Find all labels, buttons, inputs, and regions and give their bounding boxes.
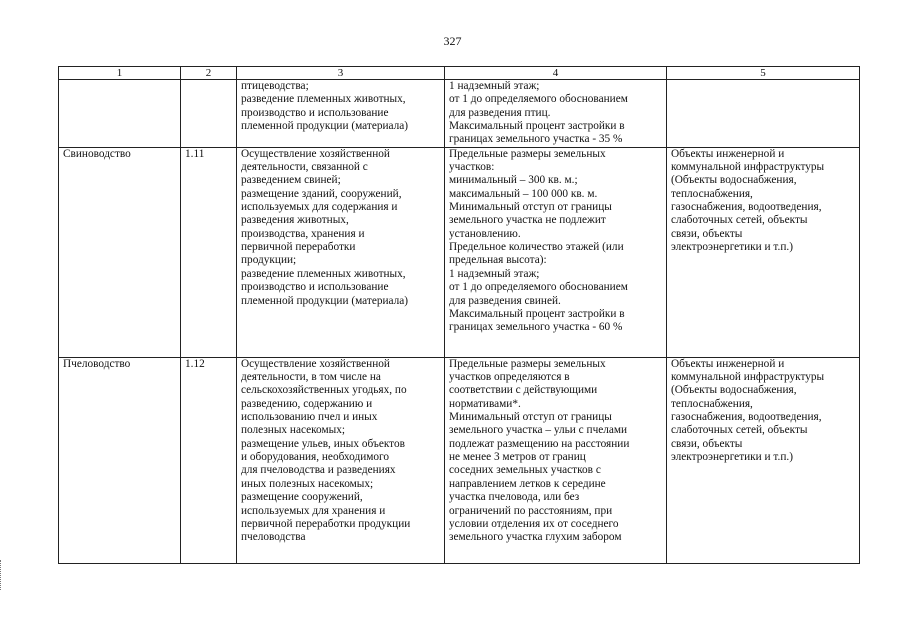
cell-line: деятельности, в том числе на xyxy=(241,371,381,384)
activity-code-cell: 1.12 xyxy=(181,357,237,563)
cell-line: и оборудования, необходимого xyxy=(241,451,390,464)
cell-line: Максимальный процент застройки в xyxy=(449,120,625,133)
activity-description-cell xyxy=(237,357,445,563)
zoning-table xyxy=(58,66,860,564)
cell-line: используемых для содержания и xyxy=(241,201,398,214)
cell-line: племенной продукции (материала) xyxy=(241,294,409,307)
cell-line: 1 надземный этаж; xyxy=(449,80,540,92)
page-number: 327 xyxy=(443,34,462,48)
cell-line: соседних земельных участков с xyxy=(449,464,601,477)
cell-line: размещение сооружений, xyxy=(241,491,363,504)
cell-line: условии отделения их от соседнего xyxy=(449,517,619,530)
cell-line: направлением летков к середине xyxy=(449,477,606,490)
cell-line: минимальный – 300 кв. м.; xyxy=(449,174,578,187)
cell-line: продукции; xyxy=(241,254,297,267)
cell-line: участков определяются в xyxy=(449,371,570,384)
cell-line: Минимальный отступ от границы xyxy=(449,201,612,214)
cell-line: земельного участка – ульи с пчелами xyxy=(449,424,628,437)
cell-line: связи, объекты xyxy=(671,437,743,450)
cell-line: сельскохозяйственных угодьях, по xyxy=(241,384,407,397)
cell-line: иных полезных насекомых; xyxy=(241,477,374,490)
activity-description-cell xyxy=(237,80,445,148)
parameters-cell xyxy=(445,80,667,148)
cell-line: первичной переработки xyxy=(241,241,356,254)
auxiliary-uses-cell xyxy=(667,357,860,563)
cell-line: (Объекты водоснабжения, xyxy=(671,384,797,397)
cell-line: границах земельного участка - 60 % xyxy=(449,321,623,334)
cell-line: племенной продукции (материала) xyxy=(241,120,409,133)
cell-line: установлению. xyxy=(449,227,521,240)
cell-line: размещение зданий, сооружений, xyxy=(241,187,402,200)
cell-line: производства, хранения и xyxy=(241,227,365,240)
cell-line: разведение племенных животных, xyxy=(241,93,406,106)
margin-marks xyxy=(0,560,4,590)
cell-line: используемых для хранения и xyxy=(241,504,386,517)
cell-line: разведению, содержанию и xyxy=(241,397,373,410)
cell-line: Минимальный отступ от границы xyxy=(449,411,612,424)
cell-line: предельная высота): xyxy=(449,254,547,267)
cell-line: производство и использование xyxy=(241,106,389,119)
activity-description-cell xyxy=(237,147,445,357)
activity-name-cell: Пчеловодство xyxy=(59,357,181,563)
cell-line: ограничений по расстояниям, при xyxy=(449,504,613,517)
cell-line: пчеловодства xyxy=(241,531,306,544)
cell-line: связи, объекты xyxy=(671,227,743,240)
cell-line: не менее 3 метров от границ xyxy=(449,451,586,464)
cell-line: деятельности, связанной с xyxy=(241,161,368,174)
activity-name-cell: Свиноводство xyxy=(59,147,181,357)
cell-line: 1 надземный этаж; xyxy=(449,267,540,280)
cell-line: от 1 до определяемого обоснованием xyxy=(449,93,628,106)
cell-line: полезных насекомых; xyxy=(241,424,346,437)
parameters-cell xyxy=(445,147,667,357)
cell-line: для пчеловодства и разведениях xyxy=(241,464,396,477)
cell-line: для разведения свиней. xyxy=(449,294,561,307)
cell-line: электроэнергетики и т.п.) xyxy=(671,451,793,464)
cell-line: Объекты инженерной и xyxy=(671,357,785,370)
cell-line: нормативами*. xyxy=(449,397,521,410)
cell-line: газоснабжения, водоотведения, xyxy=(671,201,822,214)
cell-line: размещение ульев, иных объектов xyxy=(241,437,405,450)
cell-line: Предельные размеры земельных xyxy=(449,147,606,160)
activity-code-cell: 1.11 xyxy=(181,147,237,357)
cell-line: участка пчеловода, или без xyxy=(449,491,580,504)
auxiliary-uses-cell xyxy=(667,147,860,357)
cell-line: для разведения птиц. xyxy=(449,106,551,119)
cell-line: первичной переработки продукции xyxy=(241,517,411,530)
auxiliary-uses-cell xyxy=(667,80,860,148)
cell-line: теплоснабжения, xyxy=(671,397,753,410)
cell-line: газоснабжения, водоотведения, xyxy=(671,411,822,424)
column-header: 2 xyxy=(181,67,237,80)
table-row xyxy=(59,357,860,563)
column-header: 3 xyxy=(237,67,445,80)
cell-line: птицеводства; xyxy=(241,80,309,92)
cell-line: соответствии с действующими xyxy=(449,384,598,397)
cell-line: земельного участка не подлежит xyxy=(449,214,606,227)
cell-line: производство и использование xyxy=(241,281,389,294)
cell-line: Объекты инженерной и xyxy=(671,147,785,160)
column-header: 1 xyxy=(59,67,181,80)
cell-line: разведением свиней; xyxy=(241,174,341,187)
cell-line: от 1 до определяемого обоснованием xyxy=(449,281,628,294)
cell-line: использованию пчел и иных xyxy=(241,411,378,424)
activity-name-cell xyxy=(59,80,181,148)
parameters-cell xyxy=(445,357,667,563)
cell-line: Осуществление хозяйственной xyxy=(241,357,390,370)
activity-code-cell xyxy=(181,80,237,148)
table-row xyxy=(59,80,860,148)
cell-line: электроэнергетики и т.п.) xyxy=(671,241,793,254)
cell-line: Предельное количество этажей (или xyxy=(449,241,624,254)
cell-line: максимальный – 100 000 кв. м. xyxy=(449,187,598,200)
cell-line: теплоснабжения, xyxy=(671,187,753,200)
cell-line: коммунальной инфраструктуры xyxy=(671,161,825,174)
cell-line: слаботочных сетей, объекты xyxy=(671,214,808,227)
cell-line: разведение племенных животных, xyxy=(241,267,406,280)
cell-line: земельного участка глухим забором xyxy=(449,531,622,544)
cell-line: участков: xyxy=(449,161,495,174)
cell-line: разведения животных, xyxy=(241,214,349,227)
column-header: 4 xyxy=(445,67,667,80)
cell-line: Максимальный процент застройки в xyxy=(449,307,625,320)
table-row xyxy=(59,147,860,357)
cell-line: границах земельного участка - 35 % xyxy=(449,133,623,146)
cell-line: Предельные размеры земельных xyxy=(449,357,606,370)
cell-line: коммунальной инфраструктуры xyxy=(671,371,825,384)
cell-line: (Объекты водоснабжения, xyxy=(671,174,797,187)
cell-line: подлежат размещению на расстоянии xyxy=(449,437,630,450)
column-header: 5 xyxy=(667,67,860,80)
table-header-row xyxy=(59,67,860,80)
cell-line: Осуществление хозяйственной xyxy=(241,147,390,160)
cell-line: слаботочных сетей, объекты xyxy=(671,424,808,437)
